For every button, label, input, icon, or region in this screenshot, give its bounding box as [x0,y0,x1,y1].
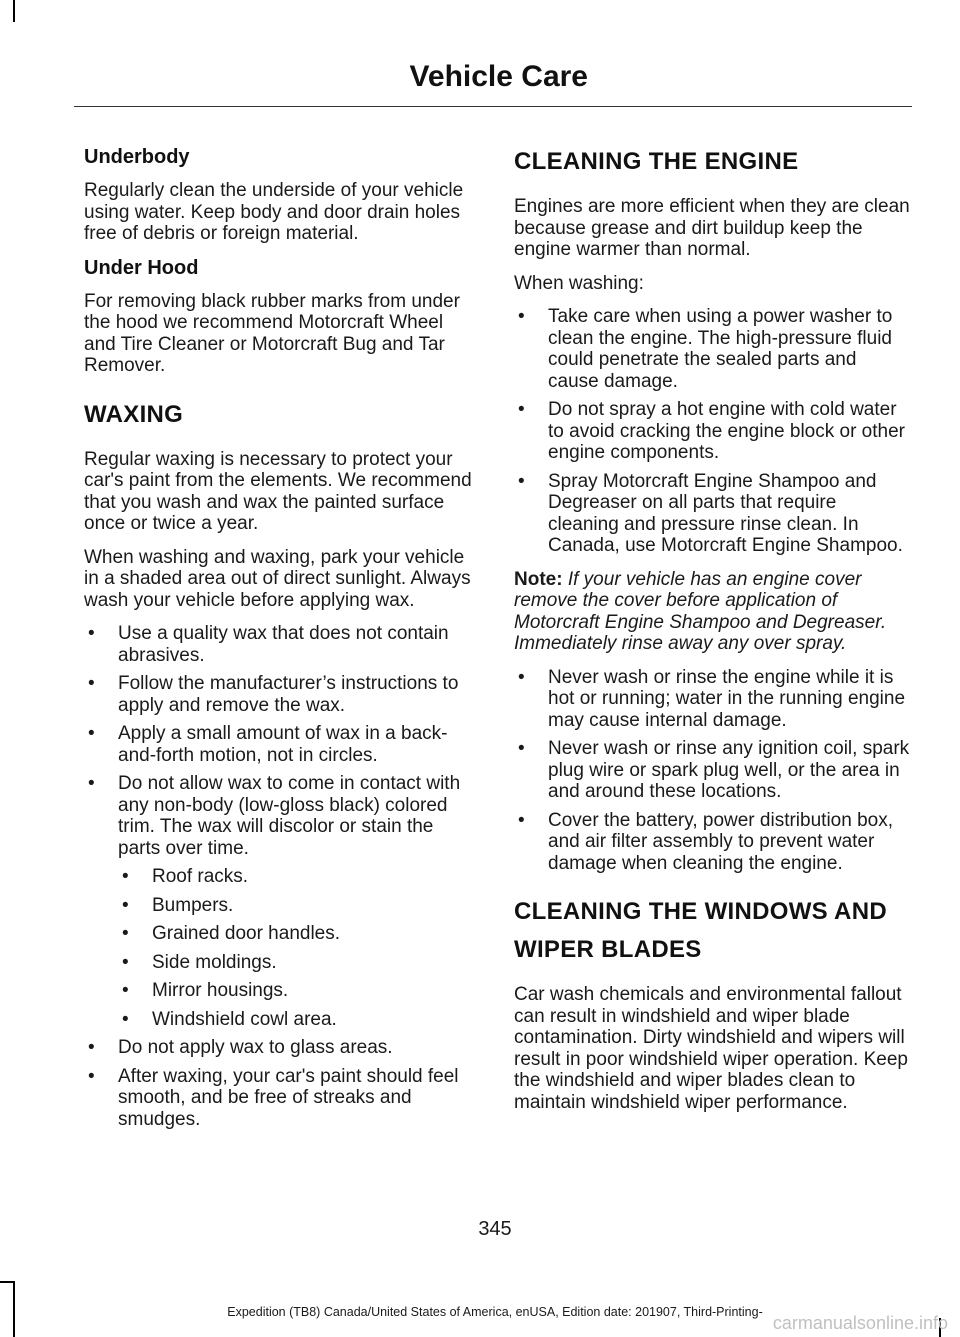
sub-list-item: • Bumpers. [118,895,476,917]
sub-list-item: • Windshield cowl area. [118,1009,476,1031]
footer-edition-info: Expedition (TB8) Canada/United States of America, enUSA, Edition date: 201907, Third-Printing- [227,1305,763,1319]
list-item: • Do not allow wax to come in contact with any non-body (low-gloss black) colored trim. The wax will discolor or stain the parts over time. • Roof racks. • Bumpers. • Grained door handles. • Side moldings. • Mirror housings. • Windshield cowl area. [84,773,476,1030]
sub-list-item: • Roof racks. [118,866,476,888]
sub-list-item: • Grained door handles. [118,923,476,945]
list-item: • Take care when using a power washer to clean the engine. The high-pressure fluid could penetrate the sealed parts and cause damage. [514,306,910,392]
list-item: • Cover the battery, power distribution box, and air filter assembly to prevent water damage when cleaning the engine. [514,810,910,875]
right-column [514,140,910,1125]
windows-paragraph: Car wash chemicals and environmental fallout can result in windshield and wiper blade contamination. Dirty windshield and wipers will result in poor windshield wiper operation. Keep the windshield and wiper blades clean to maintain windshield wiper performance. [514,984,908,1113]
engine-bullet-list-2 [514,667,910,875]
list-item: • Never wash or rinse any ignition coil, spark plug wire or spark plug well, or the area in and around these locations. [514,738,910,803]
list-item: • Never wash or rinse the engine while it is hot or running; water in the running engine may cause internal damage. [514,667,910,732]
engine-paragraph-1: Engines are more efficient when they are clean because grease and dirt buildup keep the engine warmer than normal. [514,196,910,260]
waxing-heading: WAXING [84,400,184,428]
list-item: • Use a quality wax that does not contain abrasives. [84,623,476,666]
note-label: Note: [514,568,563,590]
list-item: • Follow the manufacturer’s instructions to apply and remove the wax. [84,673,476,716]
page-number: 345 [478,1218,512,1240]
under-hood-heading: Under Hood [84,256,199,279]
trim-parts-sub-list [118,866,476,1030]
waxing-paragraph-2: When washing and waxing, park your vehicle in a shaded area out of direct sunlight. Always wash your vehicle before applying wax. [84,546,471,611]
engine-bullet-list [514,306,910,557]
sub-list-item: • Mirror housings. [118,980,476,1002]
note-text: If your vehicle has an engine cover remove the cover before application of Motorcraft Engine Shampoo and Degreaser. Immediately rinse away any over spray. [514,568,887,654]
under-hood-text: For removing black rubber marks from under the hood we recommend Motorcraft Wheel and Tire Cleaner or Motorcraft Bug and Tar Remover. [84,290,460,376]
waxing-bullet-list [84,623,476,1130]
list-item: • Do not apply wax to glass areas. [84,1037,476,1059]
underbody-text: Regularly clean the underside of your vehicle using water. Keep body and door drain holes free of debris or foreign material. [84,180,464,244]
left-column [84,140,476,1142]
engine-note [514,569,910,655]
crop-mark-top-left-vertical [13,0,15,22]
list-item: • Spray Motorcraft Engine Shampoo and Degreaser on all parts that require cleaning and pressure rinse clean. In Canada, use Motorcraft Engine Shampoo. [514,471,910,557]
header-divider [74,106,912,107]
cleaning-engine-heading: CLEANING THE ENGINE [514,148,799,175]
engine-paragraph-2: When washing: [514,272,644,294]
page-title: Vehicle Care [409,60,588,93]
list-item: • Do not spray a hot engine with cold water to avoid cracking the engine block or other engine components. [514,399,910,464]
list-item: • After waxing, your car's paint should feel smooth, and be free of streaks and smudges. [84,1066,476,1131]
list-item: • Apply a small amount of wax in a back-and-forth motion, not in circles. [84,723,476,766]
underbody-heading: Underbody [84,146,190,168]
watermark: carmanualsonline.info [772,1313,948,1333]
cleaning-windows-heading: CLEANING THE WINDOWS AND WIPER BLADES [514,898,887,963]
sub-list-item: • Side moldings. [118,952,476,974]
waxing-paragraph-1: Regular waxing is necessary to protect your car's paint from the elements. We recommend that you wash and wax the painted surface once or twice a year. [84,448,472,534]
